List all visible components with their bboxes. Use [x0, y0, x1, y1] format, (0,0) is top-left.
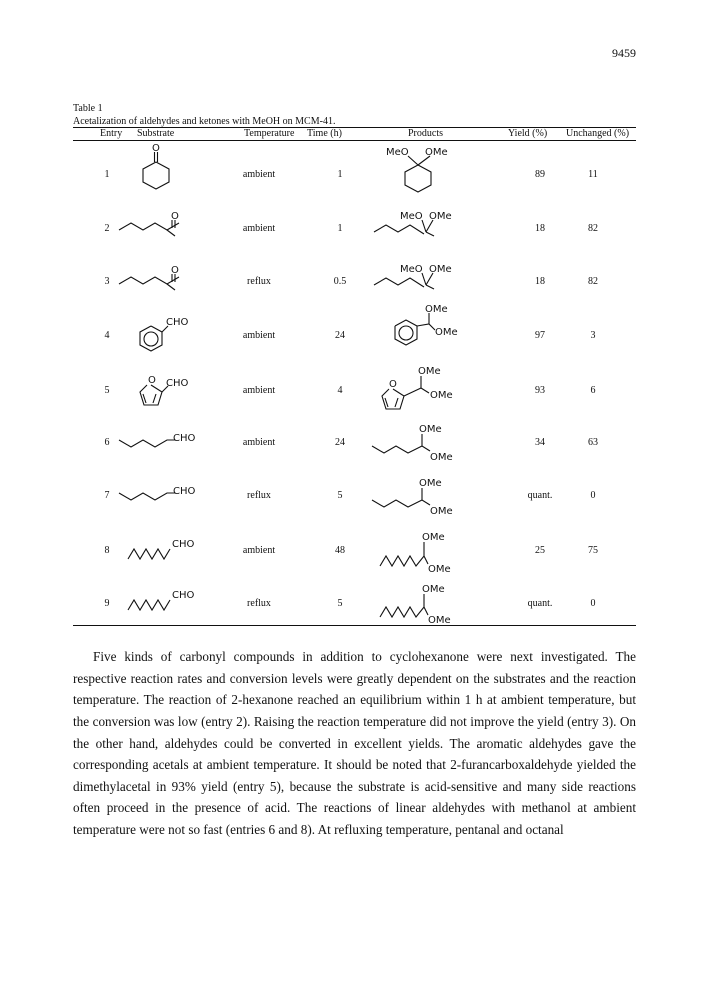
cell-temperature: reflux: [247, 276, 271, 287]
cell-unchanged: 3: [590, 330, 596, 341]
ome-label: OMe: [425, 147, 448, 158]
2,2-dimethoxyhexane-structure: [370, 206, 460, 240]
2-hexanone-structure: [117, 262, 197, 292]
ring-o-label: O: [389, 379, 397, 390]
cell-yield: quant.: [527, 598, 553, 609]
cell-yield: 93: [535, 385, 545, 396]
header-substrate: Substrate: [137, 128, 175, 139]
cell-temperature: reflux: [247, 598, 271, 609]
cell-entry: 9: [104, 598, 110, 609]
cell-unchanged: 82: [588, 276, 598, 287]
cell-yield: 34: [535, 437, 545, 448]
oxo-label: O: [171, 265, 179, 276]
cho-label: CHO: [172, 539, 195, 550]
1,1-dimethoxyoctane-structure: [378, 580, 468, 628]
cell-entry: 8: [104, 545, 110, 556]
2,2-dimethoxyhexane-structure: [370, 259, 460, 293]
pentanal-structure: [117, 481, 207, 507]
cell-entry: 6: [104, 437, 110, 448]
cell-unchanged: 6: [590, 385, 596, 396]
table-bottom-rule: [73, 625, 636, 626]
furfural-structure: [128, 370, 218, 410]
cell-yield: 25: [535, 545, 545, 556]
cyclohexanone-structure: [135, 140, 180, 192]
ome-label: OMe: [435, 327, 458, 338]
oxo-label: O: [152, 143, 160, 154]
cell-yield: 89: [535, 169, 545, 180]
cell-time: 48: [335, 545, 345, 556]
cell-temperature: ambient: [242, 437, 276, 448]
cell-unchanged: 0: [590, 598, 596, 609]
cell-temperature: reflux: [247, 490, 271, 501]
dimethoxycyclohexane-structure: [380, 143, 460, 199]
2-hexanone-structure: [117, 208, 197, 238]
octanal-structure: [126, 586, 216, 616]
cell-entry: 3: [104, 276, 110, 287]
cell-time: 24: [335, 330, 345, 341]
cell-time: 0.5: [333, 276, 347, 287]
1,1-dimethoxypentane-structure: [370, 474, 460, 518]
table-caption: Acetalization of aldehydes and ketones with MeOH on MCM-41.: [73, 116, 336, 127]
ome-label: OMe: [428, 564, 451, 575]
cell-entry: 5: [104, 385, 110, 396]
cell-unchanged: 82: [588, 223, 598, 234]
ome-label: OMe: [422, 584, 445, 595]
body-paragraph: Five kinds of carbonyl compounds in addition to cyclohexanone were next investigated. The respective reaction rates and conversion levels were greatly dependent on the substrates and the reaction temperature. The reaction of 2-hexanone reached an equilibrium within 1 h at ambient temperature, but the conversion was low (entry 2). Raising the reaction temperature did not improve the yield (entry 3). On the other hand, aldehydes could be converted in excellent yields. The aromatic aldehydes gave the corresponding acetals at ambient temperature. It should be noted that 2-furancarboxaldehyde yielded the dimethylacetal in 93% yield (entry 5), because the substrate is acid-sensitive and many side reactions often proceed in the presence of acid. The reactions of linear aldehydes with methanol at ambient temperature were not so fast (entries 6 and 8). At refluxing temperature, pentanal and octanal: [73, 649, 636, 837]
ome-label: OMe: [419, 478, 442, 489]
ring-o-label: O: [148, 375, 156, 386]
benzaldehyde-structure: [128, 314, 208, 356]
ome-label: OMe: [430, 390, 453, 401]
meo-label: MeO: [400, 211, 423, 222]
ome-label: OMe: [430, 452, 453, 463]
1,1-dimethoxyoctane-structure: [378, 528, 468, 578]
cell-temperature: ambient: [242, 223, 276, 234]
pentanal-structure: [117, 428, 207, 454]
cell-time: 1: [337, 169, 343, 180]
page-number: 9459: [612, 46, 636, 60]
cho-label: CHO: [173, 433, 196, 444]
cho-label: CHO: [172, 590, 195, 601]
ome-label: OMe: [419, 424, 442, 435]
cell-entry: 1: [104, 169, 110, 180]
cell-temperature: ambient: [242, 330, 276, 341]
ome-label: OMe: [422, 532, 445, 543]
header-yield: Yield (%): [508, 128, 548, 139]
cell-temperature: ambient: [242, 385, 276, 396]
cell-time: 24: [335, 437, 345, 448]
header-entry: Entry: [100, 128, 123, 139]
cell-temperature: ambient: [242, 545, 276, 556]
benzaldehyde-dimethylacetal-structure: [381, 300, 471, 356]
meo-label: MeO: [386, 147, 409, 158]
cell-time: 5: [337, 598, 343, 609]
cho-label: CHO: [166, 378, 189, 389]
cell-time: 5: [337, 490, 343, 501]
ome-label: OMe: [418, 366, 441, 377]
cell-temperature: ambient: [242, 169, 276, 180]
ome-label: OMe: [428, 615, 451, 626]
cell-yield: quant.: [527, 490, 553, 501]
ome-label: OMe: [430, 506, 453, 517]
cell-unchanged: 11: [588, 169, 598, 180]
cell-time: 4: [337, 385, 343, 396]
header-unchanged: Unchanged (%): [566, 128, 630, 139]
cho-label: CHO: [173, 486, 196, 497]
meo-label: MeO: [400, 264, 423, 275]
ome-label: OMe: [429, 264, 452, 275]
cell-unchanged: 63: [588, 437, 598, 448]
ome-label: OMe: [425, 304, 448, 315]
cell-yield: 18: [535, 276, 545, 287]
table-label: Table 1: [73, 103, 103, 114]
1,1-dimethoxypentane-structure: [370, 420, 460, 464]
furfural-dimethylacetal-structure: [381, 362, 471, 416]
ome-label: OMe: [429, 211, 452, 222]
cell-entry: 4: [104, 330, 110, 341]
cell-yield: 97: [535, 330, 545, 341]
cho-label: CHO: [166, 317, 189, 328]
cell-unchanged: 75: [588, 545, 598, 556]
header-temperature: Temperature: [244, 128, 295, 139]
header-products: Products: [408, 128, 443, 139]
cell-entry: 2: [104, 223, 110, 234]
header-time: Time (h): [307, 128, 342, 139]
cell-time: 1: [337, 223, 343, 234]
cell-yield: 18: [535, 223, 545, 234]
cell-unchanged: 0: [590, 490, 596, 501]
cell-entry: 7: [104, 490, 110, 501]
oxo-label: O: [171, 211, 179, 222]
octanal-structure: [126, 535, 216, 565]
